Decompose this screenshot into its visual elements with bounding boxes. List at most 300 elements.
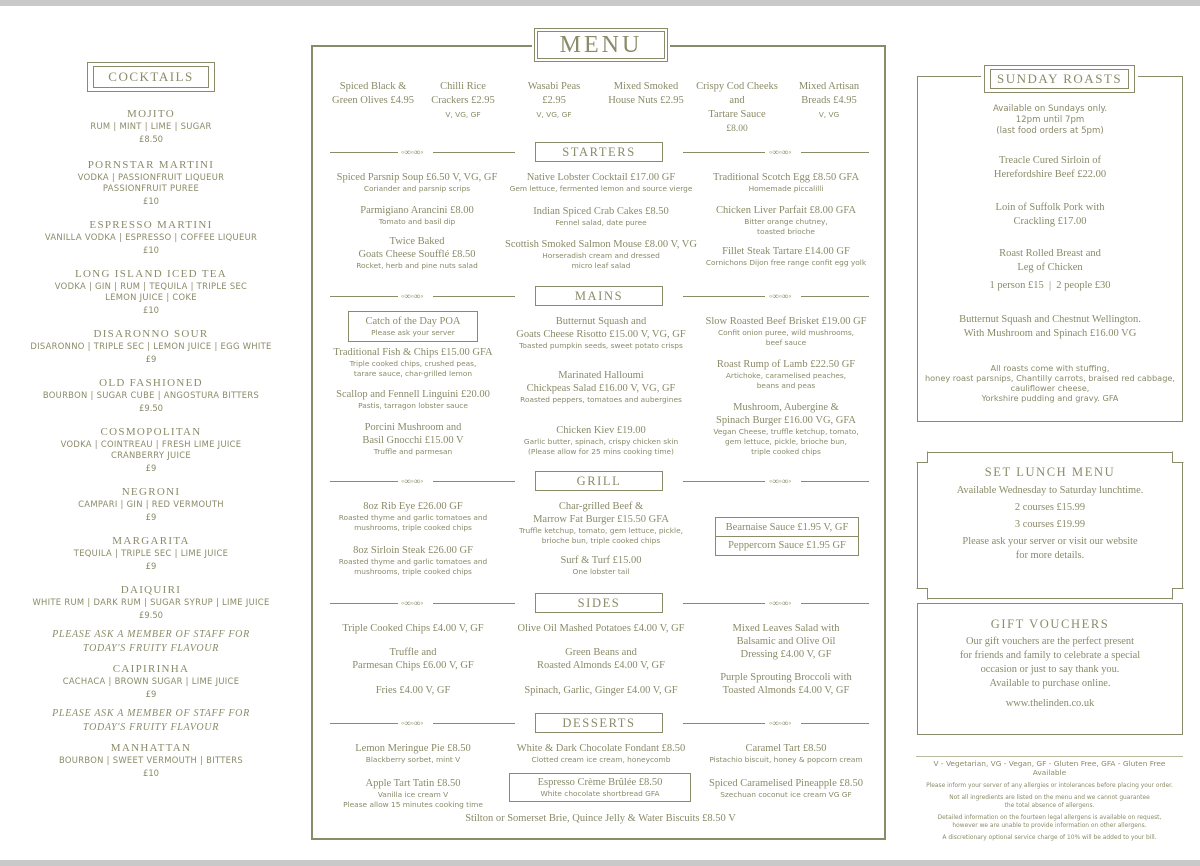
roast-item xyxy=(918,154,1182,182)
cocktail-margarita xyxy=(20,535,282,573)
cocktail-name: NEGRONI xyxy=(121,486,181,498)
dish-name: Caramel Tart £8.50 xyxy=(745,743,827,754)
side-item xyxy=(501,622,701,635)
cocktail-flavour-note: TODAY'S FRUITY FLAVOUR xyxy=(82,643,219,654)
dish-name: Goats Cheese Risotto £15.00 V, VG, GF xyxy=(516,329,686,340)
cocktail-ingredients: RUM | MINT | LIME | SUGAR xyxy=(90,121,212,131)
cheese-board-item xyxy=(323,812,878,825)
set-lunch-info: for more details. xyxy=(1015,550,1085,561)
dish-name: Char-grilled Beef & xyxy=(558,501,644,512)
dish-description: Triple cooked chips, crushed peas, xyxy=(349,359,477,368)
set-lunch-availability: Available Wednesday to Saturday lunchtime. xyxy=(956,485,1144,496)
cocktail-ingredients: WHITE RUM | DARK RUM | SUGAR SYRUP | LIME JUICE xyxy=(32,597,270,607)
dish-name: Marinated Halloumi xyxy=(558,370,644,381)
dish-description: Szechuan coconut ice cream VG GF xyxy=(720,790,852,799)
main-menu-panel xyxy=(311,31,886,840)
scroll-ornament-icon: ◦∞◦∞◦ xyxy=(769,718,792,728)
cocktail-name: MARGARITA xyxy=(112,535,190,547)
sauce-divider xyxy=(716,536,858,537)
menu-item xyxy=(323,346,503,379)
snack-price: £8.00 xyxy=(726,124,748,134)
dish-name: Mushroom, Aubergine & xyxy=(733,402,839,413)
cocktail-long-island xyxy=(20,268,282,317)
dish-description: tarare sauce, char-grilled lemon xyxy=(353,369,473,378)
corner-notch xyxy=(916,588,928,600)
cocktails-heading-label: COCKTAILS xyxy=(93,66,208,88)
divider-line xyxy=(801,152,869,153)
roasts-note-line: cauliflower cheese, xyxy=(1010,383,1090,393)
scroll-ornament-icon: ◦∞◦∞◦ xyxy=(769,598,792,608)
dish-description: Rocket, herb and pine nuts salad xyxy=(356,261,478,270)
menu-item xyxy=(505,369,697,405)
dish-name: Stilton or Somerset Brie, Quince Jelly & Water Biscuits £8.50 V xyxy=(465,813,736,824)
section-title: MAINS xyxy=(535,286,663,306)
dish-name: Green Beans and xyxy=(565,647,637,658)
dish-description: Roasted thyme and garlic tomatoes and xyxy=(338,557,488,566)
scroll-ornament-icon: ◦∞◦∞◦ xyxy=(401,598,424,608)
cocktail-ingredients: VODKA | PASSIONFRUIT LIQUEUR xyxy=(77,172,225,182)
dish-name: Basil Gnocchi £15.00 V xyxy=(362,435,464,446)
cocktail-price: £8.50 xyxy=(139,134,163,144)
dish-name: Parmigiano Arancini £8.00 xyxy=(360,205,474,216)
dish-name: Fillet Steak Tartare £14.00 GF xyxy=(722,246,850,257)
dish-name: Dressing £4.00 V, GF xyxy=(740,649,832,660)
side-item xyxy=(693,671,879,697)
snack-house-nuts xyxy=(597,80,695,108)
dish-name: Truffle and xyxy=(389,647,437,658)
allergen-notice: Detailed information on the fourteen legal allergens is available on request, xyxy=(937,815,1162,821)
cocktail-flavour-note: TODAY'S FRUITY FLAVOUR xyxy=(82,722,219,733)
scroll-ornament-icon: ◦∞◦∞◦ xyxy=(769,147,792,157)
divider-line xyxy=(683,603,765,604)
roasts-note-line: All roasts come with stuffing, xyxy=(990,363,1110,373)
scroll-ornament-icon: ◦∞◦∞◦ xyxy=(401,718,424,728)
dish-description: White chocolate shortbread GFA xyxy=(540,789,660,798)
snack-line: and xyxy=(729,95,745,106)
cocktail-ingredients: VODKA | COINTREAU | FRESH LIME JUICE xyxy=(60,439,242,449)
dish-description: Toasted pumpkin seeds, sweet potato crisps xyxy=(519,341,683,350)
section-title: GRILL xyxy=(535,471,663,491)
website-link[interactable]: www.thelinden.co.uk xyxy=(1005,698,1095,709)
dish-name: Mixed Leaves Salad with xyxy=(732,623,840,634)
cocktail-ingredients: BOURBON | SWEET VERMOUTH | BITTERS xyxy=(59,755,243,765)
snack-line: Spiced Black & xyxy=(339,81,407,92)
snack-rice-crackers xyxy=(419,80,507,120)
divider-line xyxy=(330,296,398,297)
dish-description: Blackberry sorbet, mint V xyxy=(365,755,461,764)
snack-line: Green Olives £4.95 xyxy=(332,95,414,106)
snack-olives xyxy=(327,80,419,108)
cocktail-price: £9 xyxy=(145,512,157,522)
cocktail-flavour-note: PLEASE ASK A MEMBER OF STAFF FOR xyxy=(52,708,250,719)
cocktail-ingredients: CRANBERRY JUICE xyxy=(111,450,191,460)
cocktail-price: £9 xyxy=(145,354,157,364)
roast-line: Loin of Suffolk Pork with xyxy=(995,202,1105,213)
allergen-notice: Not all ingredients are listed on the menu and we cannot guarantee xyxy=(949,795,1150,801)
dish-description: Pistachio biscuit, honey & popcorn cream xyxy=(709,755,863,764)
dish-description: gem lettuce, pickle, brioche bun, xyxy=(725,437,847,446)
menu-title-plaque xyxy=(532,26,670,64)
cocktail-disaronno-sour xyxy=(20,328,282,366)
divider-line xyxy=(433,481,515,482)
dish-description: Cornichons Dijon free range confit egg yolk xyxy=(705,258,867,267)
divider-line xyxy=(801,603,869,604)
cocktail-name: MOJITO xyxy=(127,108,175,120)
corner-notch xyxy=(916,451,928,463)
dish-description: Please allow 15 minutes cooking time xyxy=(343,800,483,809)
side-item xyxy=(501,684,701,697)
cocktail-name: DISARONNO SOUR xyxy=(93,328,209,340)
cocktail-cosmopolitan xyxy=(20,426,282,475)
menu-title: MENU xyxy=(537,31,665,59)
dish-description: mushrooms, triple cooked chips xyxy=(354,523,472,532)
roast-line: With Mushroom and Spinach £16.00 VG xyxy=(963,328,1137,339)
snack-line: Crackers £2.95 xyxy=(431,95,495,106)
section-header-mains xyxy=(313,286,884,306)
set-lunch-title: SET LUNCH MENU xyxy=(984,465,1116,479)
cocktail-price: £10 xyxy=(143,245,159,255)
dish-name: Traditional Fish & Chips £15.00 GFA xyxy=(333,347,493,358)
cocktail-price: £9.50 xyxy=(139,403,163,413)
dessert-item xyxy=(693,777,879,800)
cocktails-heading xyxy=(87,62,214,92)
menu-item xyxy=(323,388,503,411)
dish-description: Artichoke, caramelised peaches, xyxy=(725,371,847,380)
menu-item xyxy=(323,421,503,457)
snack-line: £2.95 xyxy=(542,95,566,106)
cocktail-ingredients: VANILLA VODKA | ESPRESSO | COFFEE LIQUEUR xyxy=(44,232,258,242)
dish-name: Scallop and Fennell Linguini £20.00 xyxy=(336,389,490,400)
menu-item xyxy=(323,235,511,271)
snack-line: House Nuts £2.95 xyxy=(608,95,684,106)
side-item xyxy=(693,622,879,661)
snack-line: Chilli Rice xyxy=(440,81,486,92)
gift-vouchers-title: GIFT VOUCHERS xyxy=(990,617,1110,631)
roast-item xyxy=(918,247,1182,293)
cocktail-name: OLD FASHIONED xyxy=(99,377,203,389)
menu-item xyxy=(505,315,697,351)
dish-name: Purple Sprouting Broccoli with xyxy=(720,672,852,683)
cocktails-column xyxy=(20,62,282,780)
dessert-item-boxed xyxy=(509,773,691,802)
service-charge-notice: A discretionary optional service charge of 10% will be added to your bill. xyxy=(942,835,1157,841)
dish-name: Toasted Almonds £4.00 V, GF xyxy=(722,685,850,696)
snack-dietary: V, VG, GF xyxy=(445,110,481,119)
bottom-band xyxy=(0,860,1200,866)
catch-of-the-day-box xyxy=(348,311,478,342)
divider-line xyxy=(433,603,515,604)
divider-line xyxy=(433,152,515,153)
dish-description: Truffle and parmesan xyxy=(373,447,453,456)
dish-name: Twice Baked xyxy=(389,236,445,247)
snack-line: Breads £4.95 xyxy=(801,95,857,106)
snack-dietary: V, VG, GF xyxy=(536,110,572,119)
section-header-grill xyxy=(313,471,884,491)
dessert-item xyxy=(323,742,503,765)
roasts-note-line: honey roast parsnips, Chantilly carrots, braised red cabbage, xyxy=(924,373,1176,383)
dish-name: Porcini Mushroom and xyxy=(364,422,462,433)
dish-name: Chicken Liver Parfait £8.00 GFA xyxy=(715,205,857,216)
dessert-item xyxy=(323,777,503,810)
dish-name: Balsamic and Olive Oil xyxy=(736,636,836,647)
dish-name: 8oz Rib Eye £26.00 GF xyxy=(363,501,463,512)
dish-name: Native Lobster Cocktail £17.00 GF xyxy=(526,172,676,183)
set-lunch-panel xyxy=(917,452,1183,599)
divider-line xyxy=(683,152,765,153)
cocktail-price: £10 xyxy=(143,768,159,778)
cocktail-price: £10 xyxy=(143,305,159,315)
snack-line: Crispy Cod Cheeks xyxy=(696,81,778,92)
dish-name: White & Dark Chocolate Fondant £8.50 xyxy=(516,743,686,754)
sunday-roasts-heading xyxy=(981,65,1138,93)
gift-vouchers-text: Our gift vouchers are the perfect present xyxy=(966,636,1134,647)
section-title: SIDES xyxy=(535,593,663,613)
dish-name: Butternut Squash and xyxy=(555,316,647,327)
gift-vouchers-text: for friends and family to celebrate a special xyxy=(959,650,1141,661)
dish-description: micro leaf salad xyxy=(571,261,631,270)
snack-cod-cheeks xyxy=(690,80,784,136)
cocktail-ingredients: CACHACA | BROWN SUGAR | LIME JUICE xyxy=(62,676,240,686)
dish-description: Vanilla ice cream V xyxy=(377,790,449,799)
dish-name: Chickpeas Salad £16.00 V, VG, GF xyxy=(526,383,676,394)
divider-line xyxy=(433,296,515,297)
cocktail-pornstar-martini xyxy=(20,159,282,208)
side-item xyxy=(323,646,503,672)
menu-item xyxy=(689,245,883,268)
dessert-item xyxy=(501,742,701,765)
dish-name: Spinach, Garlic, Ginger £4.00 V, GF xyxy=(524,685,678,696)
cocktail-price: £9 xyxy=(145,561,157,571)
menu-item xyxy=(503,205,699,228)
divider-line xyxy=(330,481,398,482)
dish-description: Garlic butter, spinach, crispy chicken skin xyxy=(523,437,679,446)
dish-description: triple cooked chips xyxy=(751,447,821,456)
roast-line: Treacle Cured Sirloin of xyxy=(999,155,1101,166)
sauce-option: Bearnaise Sauce £1.95 V, GF xyxy=(725,522,849,533)
section-title: STARTERS xyxy=(535,142,663,162)
roasts-note-line: Yorkshire pudding and gravy. GFA xyxy=(981,393,1119,403)
divider-line xyxy=(683,481,765,482)
roast-line: Roast Rolled Breast and xyxy=(999,248,1101,259)
menu-item xyxy=(323,500,503,533)
sauces-box xyxy=(715,517,859,556)
cocktail-name: CAIPIRINHA xyxy=(112,663,190,675)
top-band xyxy=(0,0,1200,6)
dish-description: One lobster tail xyxy=(572,567,630,576)
section-header-desserts xyxy=(313,713,884,733)
side-item xyxy=(501,646,701,672)
scroll-ornament-icon: ◦∞◦∞◦ xyxy=(769,291,792,301)
scroll-ornament-icon: ◦∞◦∞◦ xyxy=(401,291,424,301)
cocktail-name: MANHATTAN xyxy=(110,742,192,754)
menu-item xyxy=(503,171,699,194)
cocktail-ingredients: VODKA | GIN | RUM | TEQUILA | TRIPLE SEC xyxy=(54,281,248,291)
divider-line xyxy=(330,723,398,724)
dish-description: toasted brioche xyxy=(757,227,815,236)
menu-item xyxy=(323,544,503,577)
menu-item xyxy=(323,204,511,227)
dietary-key: V - Vegetarian, VG - Vegan, GF - Gluten Free, GFA - Gluten Free Available xyxy=(916,756,1183,777)
gift-vouchers-panel xyxy=(917,603,1183,735)
scroll-ornament-icon: ◦∞◦∞◦ xyxy=(401,476,424,486)
dish-name: Goats Cheese Soufflé £8.50 xyxy=(358,249,476,260)
dish-description: Please ask your server xyxy=(371,328,455,337)
dish-name: Fries £4.00 V, GF xyxy=(375,685,451,696)
dish-description: beans and peas xyxy=(756,381,816,390)
roasts-note xyxy=(918,363,1182,403)
snack-line: Wasabi Peas xyxy=(527,81,581,92)
cocktail-old-fashioned xyxy=(20,377,282,415)
dish-description: brioche bun, triple cooked chips xyxy=(541,536,661,545)
snack-dietary: V, VG xyxy=(818,110,840,119)
roasts-availability: Available on Sundays only. xyxy=(992,104,1108,114)
divider-line xyxy=(433,723,515,724)
dish-description: mushrooms, triple cooked chips xyxy=(354,567,472,576)
dish-name: Indian Spiced Crab Cakes £8.50 xyxy=(533,206,669,217)
set-lunch-info: Please ask your server or visit our website xyxy=(962,536,1138,547)
menu-item xyxy=(499,238,703,271)
menu-item xyxy=(693,204,879,237)
section-header-sides xyxy=(313,593,884,613)
set-lunch-2-courses: 2 courses £15.99 xyxy=(1014,502,1086,513)
menu-item xyxy=(505,424,697,457)
snack-line: Mixed Artisan xyxy=(798,81,860,92)
allergen-notice: the total absence of allergens. xyxy=(1004,803,1095,809)
snack-artisan-breads xyxy=(784,80,874,120)
dish-description: Roasted peppers, tomatoes and aubergines xyxy=(520,395,682,404)
menu-item xyxy=(693,315,879,348)
dish-description: (Please allow for 25 mins cooking time) xyxy=(528,447,674,456)
dish-name: Surf & Turf £15.00 xyxy=(560,555,642,566)
dessert-item xyxy=(693,742,879,765)
sunday-roasts-title: SUNDAY ROASTS xyxy=(990,69,1129,89)
menu-item xyxy=(501,554,701,577)
roast-price: 1 person £15 | 2 people £30 xyxy=(989,280,1111,291)
section-header-starters xyxy=(313,142,884,162)
cocktail-daiquiri xyxy=(20,584,282,655)
divider-line xyxy=(801,481,869,482)
menu-item xyxy=(693,358,879,391)
dish-name: Marrow Fat Burger £15.50 GFA xyxy=(533,514,669,525)
divider-line xyxy=(330,152,398,153)
side-item xyxy=(323,684,503,697)
cocktail-flavour-note: PLEASE ASK A MEMBER OF STAFF FOR xyxy=(52,629,250,640)
cocktail-name: DAIQUIRI xyxy=(120,584,182,596)
roast-item xyxy=(918,201,1182,229)
section-title: DESSERTS xyxy=(535,713,663,733)
cocktail-name: PORNSTAR MARTINI xyxy=(87,159,215,171)
menu-item xyxy=(501,500,701,546)
dish-description: Roasted thyme and garlic tomatoes and xyxy=(338,513,488,522)
roast-line: Crackling £17.00 xyxy=(1013,216,1087,227)
set-lunch-3-courses: 3 courses £19.99 xyxy=(1014,519,1086,530)
dish-description: Vegan Cheese, truffle ketchup, tomato, xyxy=(713,427,859,436)
side-item xyxy=(323,622,503,635)
cocktail-price: £10 xyxy=(143,196,159,206)
roast-line: Herefordshire Beef £22.00 xyxy=(993,169,1107,180)
dish-description: Horseradish cream and dressed xyxy=(542,251,660,260)
dish-name: Apple Tart Tatin £8.50 xyxy=(365,778,461,789)
dish-name: 8oz Sirloin Steak £26.00 GF xyxy=(353,545,473,556)
dish-name: Spiced Caramelised Pineapple £8.50 xyxy=(709,778,863,789)
dish-description: Confit onion puree, wild mushrooms, xyxy=(717,328,855,337)
allergen-notice: Please inform your server of any allergies or intolerances before placing your order. xyxy=(926,783,1173,789)
snack-wasabi-peas xyxy=(511,80,597,120)
sunday-roasts-heading-frame xyxy=(984,65,1135,93)
scroll-ornament-icon: ◦∞◦∞◦ xyxy=(769,476,792,486)
divider-line xyxy=(801,296,869,297)
cocktail-negroni xyxy=(20,486,282,524)
cocktail-name: ESPRESSO MARTINI xyxy=(89,219,213,231)
sunday-roasts-panel xyxy=(917,76,1183,422)
dish-name: Catch of the Day POA xyxy=(365,316,461,327)
roasts-last-orders: (last food orders at 5pm) xyxy=(996,126,1104,136)
cocktail-price: £9.50 xyxy=(139,610,163,620)
cocktail-name: COSMOPOLITAN xyxy=(100,426,202,438)
gift-vouchers-text: Available to purchase online. xyxy=(989,678,1111,689)
dish-description: Homemade piccalilli xyxy=(748,184,824,193)
dish-name: Roast Rump of Lamb £22.50 GF xyxy=(716,359,856,370)
dish-description: Tomato and basil dip xyxy=(378,217,456,226)
dish-name: Spinach Burger £16.00 VG, GFA xyxy=(716,415,856,426)
divider-line xyxy=(683,296,765,297)
dish-description: Coriander and parsnip scrips xyxy=(363,184,471,193)
cocktail-ingredients: CAMPARI | GIN | RED VERMOUTH xyxy=(78,499,224,509)
cocktail-ingredients: TEQUILA | TRIPLE SEC | LIME JUICE xyxy=(73,548,229,558)
menu-item xyxy=(323,171,511,194)
menu-item xyxy=(693,401,879,457)
menu-item xyxy=(693,171,879,194)
dish-description: Gem lettuce, fermented lemon and source vierge xyxy=(509,184,693,193)
divider-line xyxy=(330,603,398,604)
dish-description: Bitter orange chutney, xyxy=(744,217,828,226)
scroll-ornament-icon: ◦∞◦∞◦ xyxy=(401,147,424,157)
cocktail-name: LONG ISLAND ICED TEA xyxy=(75,268,227,280)
dish-description: beef sauce xyxy=(765,338,807,347)
dish-name: Chicken Kiev £19.00 xyxy=(556,425,646,436)
dish-description: Clotted cream ice cream, honeycomb xyxy=(531,755,671,764)
dish-description: Truffle ketchup, tomato, gem lettuce, pickle, xyxy=(519,526,683,535)
cocktail-ingredients: BOURBON | SUGAR CUBE | ANGOSTURA BITTERS xyxy=(42,390,260,400)
dish-name: Slow Roasted Beef Brisket £19.00 GF xyxy=(705,316,867,327)
gift-vouchers-text: occasion or just to say thank you. xyxy=(980,664,1120,675)
cocktail-ingredients: DISARONNO | TRIPLE SEC | LEMON JUICE | EGG WHITE xyxy=(30,341,272,351)
corner-notch xyxy=(1172,451,1184,463)
dish-name: Olive Oil Mashed Potatoes £4.00 V, GF xyxy=(517,623,685,634)
cocktail-price: £9 xyxy=(145,463,157,473)
dietary-legend xyxy=(916,756,1183,842)
roast-line: Butternut Squash and Chestnut Wellington. xyxy=(959,314,1141,325)
roast-line: Leg of Chicken xyxy=(1017,262,1083,273)
dish-name: Triple Cooked Chips £4.00 V, GF xyxy=(342,623,484,634)
dish-name: Roasted Almonds £4.00 V, GF xyxy=(537,660,665,671)
cocktail-caipirinha xyxy=(20,663,282,734)
divider-line xyxy=(683,723,765,724)
dish-name: Parmesan Chips £6.00 V, GF xyxy=(352,660,474,671)
dish-name: Spiced Parsnip Soup £6.50 V, VG, GF xyxy=(336,172,498,183)
cocktail-espresso-martini xyxy=(20,219,282,257)
dish-name: Espresso Crème Brûlée £8.50 xyxy=(537,777,663,788)
allergen-notice: however we are unable to provide information on other allergens. xyxy=(952,823,1147,829)
cocktail-price: £9 xyxy=(145,689,157,699)
cocktail-ingredients: LEMON JUICE | COKE xyxy=(105,292,197,302)
snack-line: Tartare Sauce xyxy=(708,109,766,120)
snack-line: Mixed Smoked xyxy=(613,81,679,92)
cocktail-manhattan xyxy=(20,742,282,780)
dish-name: Scottish Smoked Salmon Mouse £8.00 V, VG xyxy=(505,239,697,250)
dish-name: Lemon Meringue Pie £8.50 xyxy=(355,743,471,754)
corner-notch xyxy=(1172,588,1184,600)
